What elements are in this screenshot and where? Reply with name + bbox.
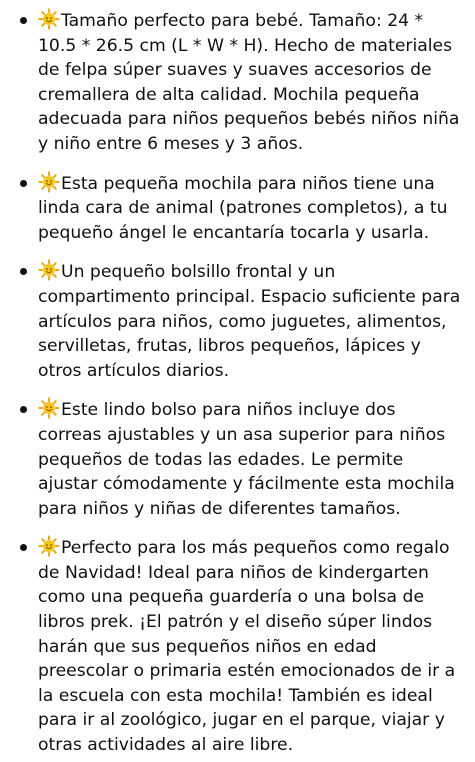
feature-text: Este lindo bolso para niños incluye dos correas ajustables y un asa superior para niños pequeños de todas las edades. Le permite ajustar cómodamente y fácilmente esta mochila para niños y niñas de diferentes tamaños. xyxy=(38,400,455,519)
bullet-dot xyxy=(20,17,27,24)
feature-text: Tamaño perfecto para bebé. Tamaño: 24 * 10.5 * 26.5 cm (L * W * H). Hecho de materiales de felpa súper suaves y suaves accesorios de cremallera de alta calidad. Mochila pequeña adecuada para niños pequeños bebés niños niña y niño entre 6 meses y 3 años. xyxy=(38,11,460,154)
feature-text: Un pequeño bolsillo frontal y un compartimento principal. Espacio suficiente para artículos para niños, como juguetes, alimentos, servilletas, frutas, libros pequeños, lápices y otros artículos diarios. xyxy=(38,262,461,381)
sun-icon xyxy=(38,397,60,419)
sun-icon xyxy=(38,8,60,30)
sun-icon xyxy=(38,171,60,193)
bullet-dot xyxy=(20,180,27,187)
sun-icon xyxy=(38,535,60,557)
feature-text: Esta pequeña mochila para niños tiene una linda cara de animal (patrones completos), a tu pequeño ángel le encantaría tocarla y usarla. xyxy=(38,173,448,243)
feature-text: Perfecto para los más pequeños como regalo de Navidad! Ideal para niños de kindergarten como una pequeña guardería o una bolsa de libros prek. ¡El patrón y el diseño súper lindos harán que sus pequeños niños en edad preescolar o primaria estén emocionados de ir a la escuela con esta mochila! También es ideal para ir al zoológico, jugar en el parque, viajar y otras actividades al aire libre. xyxy=(38,538,456,756)
feature-item xyxy=(20,535,461,757)
bullet-dot xyxy=(20,406,27,413)
feature-item xyxy=(20,259,461,383)
bullet-dot xyxy=(20,544,27,551)
bullet-dot xyxy=(20,268,27,275)
feature-item xyxy=(20,397,461,521)
feature-item xyxy=(20,8,461,157)
feature-item xyxy=(20,171,461,246)
sun-icon xyxy=(38,259,60,281)
